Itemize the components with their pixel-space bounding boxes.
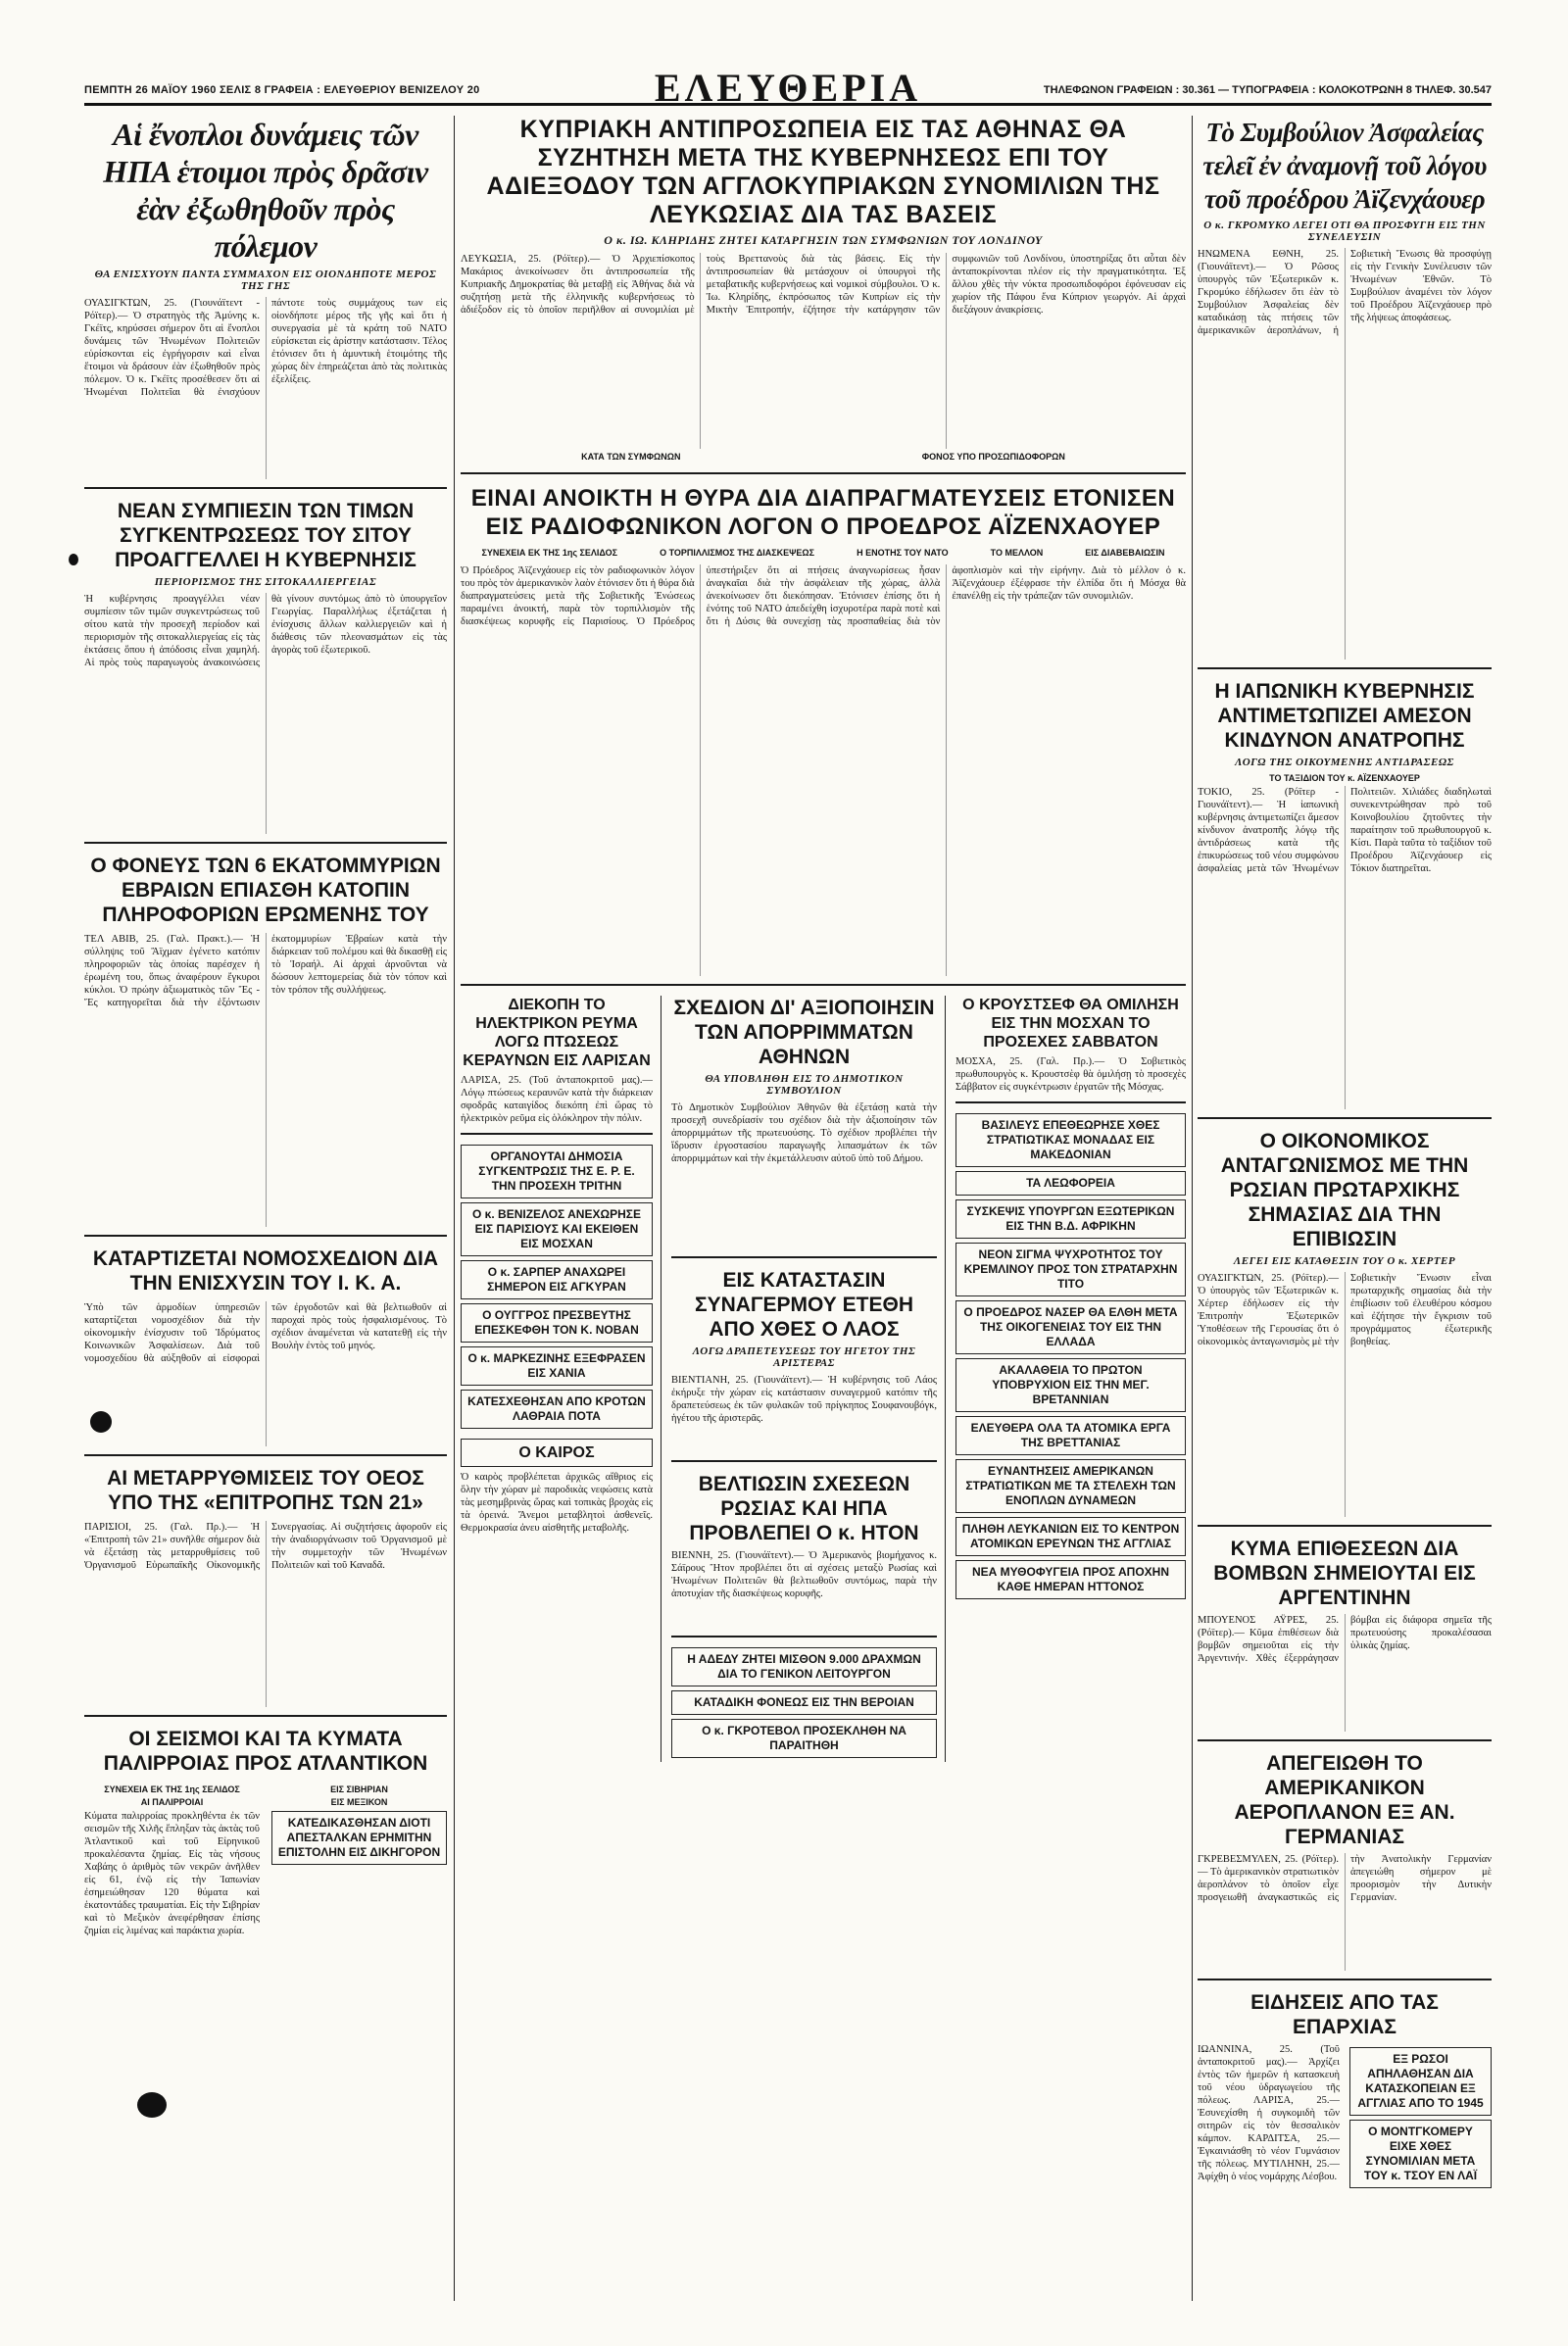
weather-heading: Ο ΚΑΙΡΟΣ	[518, 1444, 595, 1461]
article-eichmann	[84, 854, 447, 1237]
article-japan	[1198, 679, 1492, 1119]
subheadline: ΠΕΡΙΟΡΙΣΜΟΣ ΤΗΣ ΣΙΤΟΚΑΛΛΙΕΡΓΕΙΑΣ	[154, 576, 377, 588]
article-body: ΒΙΕΝΤΙΑΝΗ, 25. (Γιουνάϊτεντ).— Ἡ κυβέρνησις τοῦ Λάος ἐκήρυξε τὴν χώραν εἰς κατάστασιν συναγερμοῦ κατόπιν τῆς δραπετεύσεως ἐκ τῶν φυλακῶν τοῦ πρίγκηπος Σουφανουβόγκ, ἡγέτου τῆς ἀριστερᾶς.	[671, 1375, 937, 1424]
article-body: ΛΑΡΙΣΑ, 25. (Τοῦ ἀνταποκριτοῦ μας).— Λόγῳ πτώσεως κεραυνῶν κατὰ τὴν διάρκειαν σφοδρᾶς καταιγίδος διεκόπη ἐπὶ ὥρας τὸ ἠλεκτρικὸν ρεῦμα εἰς ὁλόκληρον τὴν πόλιν.	[461, 1075, 653, 1124]
brief-heading: ΕΥΝΑΝΤΗΣΕΙΣ ΑΜΕΡΙΚΑΝΩΝ ΣΤΡΑΤΙΩΤΙΚΩΝ ΜΕ ΤΑ ΣΤΕΛΕΧΗ ΤΩΝ ΕΝΟΠΛΩΝ ΔΥΝΑΜΕΩΝ	[965, 1464, 1176, 1507]
newspaper-title: ΕΛΕΥΘΕΡΙΑ	[654, 66, 922, 110]
article-body: ΤΕΛ ΑΒΙΒ, 25. (Γαλ. Πρακτ.).— Ἡ σύλληψις τοῦ Ἄϊχμαν ἐγένετο κατόπιν πληροφοριῶν τὰς ὁποίας παρέσχεν ἡ ἐρωμένη του, ὅπως ἀναφέρουν ἔγκυροι κύκλοι. Ὁ πρώην ἀξιωματικὸς τῶν Ἔς - Ἔς κατηγορεῖται διὰ τὴν ἐξόντωσιν ἑκατομμυρίων Ἑβραίων κατὰ τὴν διάρκειαν τοῦ πολέμου καὶ θὰ δικασθῇ εἰς τὸ Ἰσραήλ. Αἱ ἀρχαὶ ἀρνοῦνται νὰ δώσουν λεπτομερείας διὰ τὸν τόπον καὶ τὸν τρόπον τῆς συλλήψεως.	[84, 934, 447, 1008]
subheadline: Ο κ. ΓΚΡΟΜΥΚΟ ΛΕΓΕΙ ΟΤΙ ΘΑ ΠΡΟΣΦΥΓΗ ΕΙΣ ΤΗΝ ΣΥΝΕΛΕΥΣΙΝ	[1203, 220, 1486, 243]
article-body: ΒΙΕΝΝΗ, 25. (Γιουνάϊτεντ).— Ὁ Ἀμερικανὸς βιομήχανος κ. Σάϊρους Ἤτον προβλέπει ὅτι αἱ σχέσεις μεταξὺ Ρωσίας καὶ Ἡνωμένων Πολιτειῶν θὰ βελτιωθοῦν συντόμως, παρὰ τὴν ἀποτυχίαν τῆς διασκέψεως κορυφῆς.	[671, 1550, 937, 1599]
article-khrushchev	[956, 996, 1186, 1103]
article-argentina	[1198, 1537, 1492, 1741]
brief-heading: ΟΡΓΑΝΟΥΤΑΙ ΔΗΜΟΣΙΑ ΣΥΓΚΕΝΤΡΩΣΙΣ ΤΗΣ Ε. Ρ. Ε. ΤΗΝ ΠΡΟΣΕΧΗ ΤΡΙΤΗΝ	[478, 1149, 635, 1193]
brief-heading: ΚΑΤΑΔΙΚΗ ΦΟΝΕΩΣ ΕΙΣ ΤΗΝ ΒΕΡΟΙΑΝ	[694, 1695, 914, 1709]
headline: Ο ΚΡΟΥΣΤΣΕΦ ΘΑ ΟΜΙΛΗΣΗ ΕΙΣ ΤΗΝ ΜΟΣΧΑΝ ΤΟ ΠΡΟΣΕΧΕΣ ΣΑΒΒΑΤΟΝ	[962, 997, 1179, 1051]
headline: Αἱ ἔνοπλοι δυνάμεις τῶν ΗΠΑ ἑτοιμοι πρὸς δρᾶσιν ἐὰν ἐξωθηθοῦν πρὸς πόλεμον	[103, 117, 428, 264]
article-body: Ὑπὸ τῶν ἁρμοδίων ὑπηρεσιῶν καταρτίζεται νομοσχέδιον διὰ τὴν οἰκονομικὴν ἐνίσχυσιν τοῦ Ἱδρύματος Κοινωνικῶν Ἀσφαλίσεων. Διὰ τοῦ νομοσχεδίου θὰ αὐξηθοῦν αἱ εἰσφοραὶ τῶν ἐργοδοτῶν καὶ θὰ βελτιωθοῦν αἱ παροχαὶ πρὸς τοὺς ἠσφαλισμένους. Τὸ σχέδιον ἀναμένεται νὰ κατατεθῇ εἰς τὴν Βουλὴν ἐντὸς τοῦ μηνός.	[84, 1302, 447, 1364]
kicker: ΤΟ ΜΕΛΛΟΝ	[990, 548, 1044, 558]
article-garbage	[671, 996, 937, 1258]
kicker: Ο ΤΟΡΠΙΛΛΙΣΜΟΣ ΤΗΣ ΔΙΑΣΚΕΨΕΩΣ	[660, 548, 815, 558]
ink-blot	[137, 2092, 167, 2118]
brief-heading: ΝΕΑ ΜΥΘΟΦΥΓΕΙΑ ΠΡΟΣ ΑΠΟΧΗΝ ΚΑΘΕ ΗΜΕΡΑΝ ΗΤΤΟΝΟΣ	[971, 1565, 1170, 1593]
brief-heading: ΕΛΕΥΘΕΡΑ ΟΛΑ ΤΑ ΑΤΟΜΙΚΑ ΕΡΓΑ ΤΗΣ ΒΡΕΤΤΑΝΙΑΣ	[970, 1421, 1171, 1449]
headline: ΕΙΝΑΙ ΑΝΟΙΚΤΗ Η ΘΥΡΑ ΔΙΑ ΔΙΑΠΡΑΓΜΑΤΕΥΣΕΙΣ ΕΤΟΝΙΣΕΝ ΕΙΣ ΡΑΔΙΟΦΩΝΙΚΟΝ ΛΟΓΟΝ Ο ΠΡΟΕΔΡΟΣ ΑΪΖΕΝΧΑΟΥΕΡ	[470, 485, 1176, 540]
article-body: ΟΥΑΣΙΓΚΤΩΝ, 25. (Γιουνάϊτεντ - Ρόϊτερ).— Ὁ στρατηγὸς τῆς Ἀμύνης κ. Γκέϊτς, κηρύσσει σήμερον ὅτι αἱ ἔνοπλοι δυνάμεις τῶν Ἡνωμένων Πολιτειῶν εὑρίσκονται εἰς ἐγρήγορσιν καὶ εἶναι ἕτοιμοι νὰ δράσουν ἐὰν ἐξωθηθοῦν πρὸς πόλεμον. Ὁ κ. Γκέϊτς προσέθεσεν ὅτι αἱ Ἡνωμέναι Πολιτεῖαι θὰ ἐνισχύουν πάντοτε τοὺς συμμάχους των εἰς οἱονδήποτε μέρος τῆς γῆς καὶ ὅτι ἡ συνεργασία μὲ τὰ κράτη τοῦ ΝΑΤΟ εὑρίσκεται εἰς ἀρίστην κατάστασιν. Τέλος ἐτόνισεν ὅτι ἡ ἀμυντικὴ ἑτοιμότης τῆς χώρας δὲν ἐπηρεάζεται ἀπὸ τὰς πολιτικὰς ἐξελίξεις.	[84, 298, 447, 398]
headline: Τὸ Συμβούλιον Ἀσφαλείας τελεῖ ἐν ἀναμονῇ τοῦ λόγου τοῦ προέδρου Ἀϊζενχάουερ	[1202, 118, 1487, 214]
brief-heading: Ο κ. ΣΑΡΠΕΡ ΑΝΑΧΩΡΕΙ ΣΗΜΕΡΟΝ ΕΙΣ ΑΓΚΥΡΑΝ	[487, 1265, 626, 1294]
brief-heading: Ο ΠΡΟΕΔΡΟΣ ΝΑΣΕΡ ΘΑ ΕΛΘΗ ΜΕΤΑ ΤΗΣ ΟΙΚΟΓΕΝΕΙΑΣ ΤΟΥ ΕΙΣ ΤΗΝ ΕΛΛΑΔΑ	[963, 1305, 1178, 1348]
ink-blot	[90, 1411, 112, 1433]
brief-heading: ΕΞ ΡΩΣΟΙ ΑΠΗΛΑΘΗΣΑΝ ΔΙΑ ΚΑΤΑΣΚΟΠΕΙΑΝ ΕΞ ΑΓΓΛΙΑΣ ΑΠΟ ΤΟ 1945	[1357, 2052, 1484, 2110]
article-body: ΟΥΑΣΙΓΚΤΩΝ, 25. (Ρόϊτερ).— Ὁ ὑπουργὸς τῶν Ἐξωτερικῶν κ. Χέρτερ ἐδήλωσεν εἰς τὴν Ἐπιτροπὴν Ἐξωτερικῶν Ὑποθέσεων τῆς Γερουσίας ὅτι ὁ οἰκονομικὸς ἀνταγωνισμὸς μὲ τὴν Σοβιετικὴν Ἕνωσιν εἶναι πρωταρχικῆς σημασίας διὰ τὴν ἐπιβίωσιν τοῦ ἐλευθέρου κόσμου καὶ ἐζήτησε τὴν ἔγκρισιν τοῦ προγράμματος ἐξωτερικῆς βοηθείας.	[1198, 1273, 1492, 1347]
headline: Η ΙΑΠΩΝΙΚΗ ΚΥΒΕΡΝΗΣΙΣ ΑΝΤΙΜΕΤΩΠΙΖΕΙ ΑΜΕΣΟΝ ΚΙΝΔΥΝΟΝ ΑΝΑΤΡΟΠΗΣ	[1214, 680, 1475, 752]
ink-blot	[69, 554, 78, 565]
brief-heading: Ο ΜΟΝΤΓΚΟΜΕΡΥ ΕΙΧΕ ΧΘΕΣ ΣΥΝΟΜΙΛΙΑΝ ΜΕΤΑ ΤΟΥ κ. ΤΣΟΥ ΕΝ ΛΑΪ	[1363, 2125, 1478, 2182]
article-eisenhower	[461, 484, 1186, 986]
column-rule	[454, 116, 455, 2301]
column-right	[1198, 116, 1492, 2301]
article-ika	[84, 1246, 447, 1456]
weather-body: Ὁ καιρὸς προβλέπεται ἀρχικῶς αἴθριος εἰς ὅλην τὴν χώραν μὲ παροδικὰς νεφώσεις κατὰ τὰς μεσημβρινὰς ὥρας καὶ τοπικὰς βροχὰς εἰς τὰ ὀρεινά. Ἄνεμοι μεταβλητοὶ ἀσθενεῖς. Θερμοκρασία ἀνευ αἰσθητῆς μεταβολῆς.	[461, 1472, 653, 1534]
brief-heading: ΒΑΣΙΛΕΥΣ ΕΠΕΘΕΩΡΗΣΕ ΧΘΕΣ ΣΤΡΑΤΙΩΤΙΚΑΣ ΜΟΝΑΔΑΣ ΕΙΣ ΜΑΚΕΔΟΝΙΑΝ	[981, 1118, 1160, 1161]
brief-heading: ΑΚΑΛΑΘΕΙΑ ΤΟ ΠΡΩΤΟΝ ΥΠΟΒΡΥΧΙΟΝ ΕΙΣ ΤΗΝ ΜΕΓ. ΒΡΕΤΑΝΝΙΑΝ	[992, 1363, 1150, 1406]
headline: ΣΧΕΔΙΟΝ ΔΙ' ΑΞΙΟΠΟΙΗΣΙΝ ΤΩΝ ΑΠΟΡΡΙΜΜΑΤΩΝ ΑΘΗΝΩΝ	[673, 997, 935, 1068]
headline: ΕΙΔΗΣΕΙΣ ΑΠΟ ΤΑΣ ΕΠΑΡΧΙΑΣ	[1250, 1991, 1439, 2038]
kicker-box: ΚΑΤΕΔΙΚΑΣΘΗΣΑΝ ΔΙΟΤΙ ΑΠΕΣΤΑΛΚΑΝ ΕΡΗΜΙΤΗΝ ΕΠΙΣΤΟΛΗΝ ΕΙΣ ΔΙΚΗΓΟΡΟΝ	[277, 1816, 441, 1859]
subheadline: ΘΑ ΕΝΙΣΧΥΟΥΝ ΠΑΝΤΑ ΣΥΜΜΑΧΟΝ ΕΙΣ ΟΙΟΝΔΗΠΟΤΕ ΜΕΡΟΣ ΤΗΣ ΓΗΣ	[94, 269, 437, 292]
article-body: ΤΟΚΙΟ, 25. (Ρόϊτερ - Γιουνάϊτεντ).— Ἡ ἰαπωνικὴ κυβέρνησις ἀντιμετωπίζει ἄμεσον κίνδυνον ἀνατροπῆς λόγῳ τῆς ἀντιδράσεως κατὰ τῆς ἐπικυρώσεως τοῦ νέου συμφώνου ἀσφαλείας μετὰ τῶν Ἡνωμένων Πολιτειῶν. Χιλιάδες διαδηλωταὶ συνεκεντρώθησαν πρὸ τοῦ Κοινοβουλίου ζητοῦντες τὴν παραίτησιν τοῦ πρωθυπουργοῦ κ. Κίσι. Παρὰ ταῦτα τὸ ταξίδιον τοῦ Προέδρου Ἀϊζενχάουερ εἰς Τόκιον διατηρεῖται.	[1198, 787, 1492, 874]
brief-heading: Ο ΟΥΓΓΡΟΣ ΠΡΕΣΒΕΥΤΗΣ ΕΠΕΣΚΕΦΘΗ ΤΟΝ Κ. ΝΟΒΑΝ	[474, 1308, 639, 1337]
subheadline: ΛΟΓΩ ΔΡΑΠΕΤΕΥΣΕΩΣ ΤΟΥ ΗΓΕΤΟΥ ΤΗΣ ΑΡΙΣΤΕΡΑΣ	[692, 1345, 916, 1369]
article-wheat-prices	[84, 499, 447, 844]
headline: ΟΙ ΣΕΙΣΜΟΙ ΚΑΙ ΤΑ ΚΥΜΑΤΑ ΠΑΛΙΡΡΟΙΑΣ ΠΡΟΣ ΑΤΛΑΝΤΙΚΟΝ	[103, 1728, 428, 1775]
headline: ΒΕΛΤΙΩΣΙΝ ΣΧΕΣΕΩΝ ΡΩΣΙΑΣ ΚΑΙ ΗΠΑ ΠΡΟΒΛΕΠΕΙ Ο κ. ΗΤΟΝ	[689, 1473, 919, 1544]
masthead-phones: ΤΗΛΕΦΩΝΟΝ ΓΡΑΦΕΙΩΝ : 30.361 — ΤΥΠΟΓΡΑΦΕΙΑ : ΚΟΛΟΚΟΤΡΩΝΗ 8 ΤΗΛΕΦ. 30.547	[1043, 84, 1492, 96]
article-body: Κύματα παλιρροίας προκληθέντα ἐκ τῶν σεισμῶν τῆς Χιλῆς ἔπληξαν τὰς ἀκτὰς τοῦ Ἀτλαντικοῦ καὶ τοῦ Εἰρηνικοῦ προκαλέσαντα ζημίας. Εἰς τὰς νήσους Χαβάης ὁ ἀριθμὸς τῶν νεκρῶν ἀνῆλθεν εἰς 61, ἐνῷ εἰς τὴν Ἰαπωνίαν ἐσημειώθησαν 120 θύματα καὶ ἑκατοντάδες τραυματίαι. Εἰς τὴν Σιβηρίαν καὶ τὸ Μεξικὸν ἀνεφέρθησαν ἐπίσης ζημίαι εἰς λιμένας καὶ παράκτια χωρία.	[84, 1811, 260, 1936]
subheadline: ΛΟΓΩ ΤΗΣ ΟΙΚΟΥΜΕΝΗΣ ΑΝΤΙΔΡΑΣΕΩΣ	[1235, 757, 1454, 768]
article-body: ΗΝΩΜΕΝΑ ΕΘΝΗ, 25. (Γιουνάϊτεντ).— Ὁ Ρῶσος ὑπουργὸς τῶν Ἐξωτερικῶν κ. Γκρομύκο ἐδήλωσεν ὅτι ἐὰν τὸ Συμβούλιον Ἀσφαλείας δὲν καταδικάσῃ τὰς πτήσεις τῶν ἀμερικανικῶν ἀεροπλάνων, ἡ Σοβιετικὴ Ἕνωσις θὰ προσφύγῃ εἰς τὴν Γενικὴν Συνέλευσιν τῶν Ἡνωμένων Ἐθνῶν. Τὸ Συμβούλιον ἀναμένει τὸν λόγον τοῦ Προέδρου Ἀϊζενχάουερ πρὸ τῆς λήψεως ἀποφάσεως.	[1198, 249, 1492, 336]
kicker: ΦΟΝΟΣ ΥΠΟ ΠΡΟΣΩΠΙΔΟΦΟΡΩΝ	[921, 452, 1065, 462]
article-body: ΓΚΡΕΒΕΣΜΥΛΕΝ, 25. (Ρόϊτερ).— Τὸ ἀμερικανικὸν στρατιωτικὸν ἀεροπλάνον τὸ ὁποῖον εἶχε προσγειωθῆ ἀναγκαστικῶς εἰς τὴν Ἀνατολικὴν Γερμανίαν ἀπεγειώθη σήμερον μὲ προορισμὸν τὴν Δυτικὴν Γερμανίαν.	[1198, 1854, 1492, 1903]
kicker: ΕΙΣ ΔΙΑΒΕΒΑΙΩΣΙΝ	[1085, 548, 1165, 558]
headline: ΔΙΕΚΟΠΗ ΤΟ ΗΛΕΚΤΡΙΚΟΝ ΡΕΥΜΑ ΛΟΓΩ ΠΤΩΣΕΩΣ ΚΕΡΑΥΝΩΝ ΕΙΣ ΛΑΡΙΣΑΝ	[463, 997, 651, 1069]
column-left	[84, 116, 447, 2301]
brief-heading: ΤΑ ΛΕΩΦΟΡΕΙΑ	[1026, 1176, 1115, 1190]
kicker: ΣΥΝΕΧΕΙΑ ΕΚ ΤΗΣ 1ης ΣΕΛΙΔΟΣ	[481, 548, 618, 558]
headline: ΑΠΕΓΕΙΩΘΗ ΤΟ ΑΜΕΡΙΚΑΝΙΚΟΝ ΑΕΡΟΠΛΑΝΟΝ ΕΞ ΑΝ. ΓΕΡΜΑΝΙΑΣ	[1234, 1752, 1455, 1848]
article-body: ΙΩΑΝΝΙΝΑ, 25. (Τοῦ ἀνταποκριτοῦ μας).— Ἀρχίζει ἐντὸς τῶν ἡμερῶν ἡ κατασκευὴ τοῦ νέου ὑδραγωγείου τῆς πόλεως. ΛΑΡΙΣΑ, 25.— Ἐσυνεχίσθη ἡ συγκομιδὴ τῶν σιτηρῶν εἰς τὸν θεσσαλικὸν κάμπον. ΚΑΡΔΙΤΣΑ, 25.— Ἐγκαινιάσθη τὸ νέον Γυμνάσιον τῆς πόλεως. ΜΥΤΙΛΗΝΗ, 25.— Ἀφίχθη ὁ νέος νομάρχης Λέσβου.	[1198, 2044, 1340, 2182]
article-lightning	[461, 996, 653, 1135]
article-body: Τὸ Δημοτικὸν Συμβούλιον Ἀθηνῶν θὰ ἐξετάσῃ κατὰ τὴν προσεχῆ συνεδρίασίν του σχέδιον διὰ τὴν ἀξιοποίησιν τῶν ἀπορριμμάτων τῆς πρωτευούσης. Τὸ σχέδιον προβλέπει τὴν ἵδρυσιν ἐργοστασίου παραγωγῆς λιπασμάτων ἐκ τῶν ἀπορριμμάτων καὶ τὴν ἐκμετάλλευσιν αὐτοῦ ὑπὸ τοῦ Δήμου.	[671, 1102, 937, 1164]
headline: Ο ΟΙΚΟΝΟΜΙΚΟΣ ΑΝΤΑΓΩΝΙΣΜΟΣ ΜΕ ΤΗΝ ΡΩΣΙΑΝ ΠΡΩΤΑΡΧΙΚΗΣ ΣΗΜΑΣΙΑΣ ΔΙΑ ΤΗΝ ΕΠΙΒΙΩΣΙΝ	[1220, 1130, 1469, 1250]
briefs-column	[461, 996, 662, 1762]
article-us-plane	[1198, 1751, 1492, 1980]
article-body: Ὁ Πρόεδρος Ἀϊζενχάουερ εἰς τὸν ραδιοφωνικὸν λόγον του πρὸς τὸν ἀμερικανικὸν λαὸν ἐτόνισεν ὅτι ἡ θύρα διὰ διαπραγματεύσεις μετὰ τῆς Σοβιετικῆς Ἑνώσεως παραμένει ἀνοικτή, παρὰ τὸν τορπιλλισμὸν τῆς διασκέψεως κορυφῆς εἰς Παρισίους. Ὁ Πρόεδρος ὑπεστήριξεν ὅτι αἱ πτήσεις ἀναγνωρίσεως ἦσαν ἀναγκαῖαι διὰ τὴν ἀσφάλειαν τῆς χώρας, ἀλλὰ ἀνεκοίνωσεν ὅτι διεκόπησαν. Ἐτόνισεν ἐπίσης ὅτι ἡ ἑνότης τοῦ ΝΑΤΟ ἀπεδείχθη ἰσχυροτέρα παρὰ ποτὲ καὶ ὅτι ἡ Δύσις θὰ συνεχίσῃ τὰς προσπαθείας διὰ τὸν ἀφοπλισμὸν καὶ τὴν εἰρήνην. Διὰ τὸ μέλλον ὁ κ. Ἀϊζενχάουερ ἐξέφρασε τὴν ἐλπίδα ὅτι ἡ Μόσχα θὰ ἐπανέλθῃ εἰς τὴν τράπεζαν τῶν συνομιλιῶν.	[461, 565, 1186, 627]
kicker: ΑΙ ΠΑΛΙΡΡΟΙΑΙ	[140, 1797, 204, 1807]
article-cyprus	[461, 116, 1186, 474]
brief-heading: ΝΕΟΝ ΣΙΓΜΑ ΨΥΧΡΟΤΗΤΟΣ ΤΟΥ ΚΡΕΜΛΙΝΟΥ ΠΡΟΣ ΤΟΝ ΣΤΡΑΤΑΡΧΗΝ ΤΙΤΟ	[963, 1247, 1178, 1291]
kicker: Η ΕΝΟΤΗΣ ΤΟΥ ΝΑΤΟ	[857, 548, 949, 558]
kicker: ΕΙΣ ΣΙΒΗΡΙΑΝ	[330, 1784, 388, 1794]
headline: ΚΥΠΡΙΑΚΗ ΑΝΤΙΠΡΟΣΩΠΕΙΑ ΕΙΣ ΤΑΣ ΑΘΗΝΑΣ ΘΑ ΣΥΖΗΤΗΣΗ ΜΕΤΑ ΤΗΣ ΚΥΒΕΡΝΗΣΕΩΣ ΕΠΙ ΤΟΥ ΑΔΙΕΞΟΔΟΥ ΤΩΝ ΑΓΓΛΟΚΥΠΡΙΑΚΩΝ ΣΥΝΟΜΙΛΙΩΝ ΤΗΣ ΛΕΥΚΩΣΙΑΣ ΔΙΑ ΤΑΣ ΒΑΣΕΙΣ	[486, 116, 1160, 228]
article-body: ΜΠΟΥΕΝΟΣ ΑΫΡΕΣ, 25. (Ρόϊτερ).— Κῦμα ἐπιθέσεων διὰ βομβῶν σημειοῦται εἰς τὴν Ἀργεντινήν. Χθὲς ἐξερράγησαν βόμβαι εἰς διάφορα σημεῖα τῆς πρωτευούσης προκαλέσασαι ὑλικὰς ζημίας.	[1198, 1615, 1492, 1664]
article-oeec	[84, 1466, 447, 1717]
center-lower	[461, 996, 1186, 1762]
headline: Ο ΦΟΝΕΥΣ ΤΩΝ 6 ΕΚΑΤΟΜΜΥΡΙΩΝ ΕΒΡΑΙΩΝ ΕΠΙΑΣΘΗ ΚΑΤΟΠΙΝ ΠΛΗΡΟΦΟΡΙΩΝ ΕΡΩΜΕΝΗΣ ΤΟΥ	[90, 855, 441, 926]
article-provinces	[1198, 1990, 1492, 2301]
article-us-forces	[84, 116, 447, 489]
headline: ΝΕΑΝ ΣΥΜΠΙΕΣΙΝ ΤΩΝ ΤΙΜΩΝ ΣΥΓΚΕΝΤΡΩΣΕΩΣ ΤΟΥ ΣΙΤΟΥ ΠΡΟΑΓΓΕΛΛΕΙ Η ΚΥΒΕΡΝΗΣΙΣ	[115, 500, 416, 571]
article-security-council	[1198, 116, 1492, 669]
brief-heading: ΚΑΤΕΣΧΕΘΗΣΑΝ ΑΠΟ ΚΡΟΤΩΝ ΛΑΘΡΑΙΑ ΠΟΤΑ	[467, 1394, 646, 1423]
right-inner-column	[956, 996, 1186, 1762]
headline: ΚΥΜΑ ΕΠΙΘΕΣΕΩΝ ΔΙΑ ΒΟΜΒΩΝ ΣΗΜΕΙΟΥΤΑΙ ΕΙΣ ΑΡΓΕΝΤΙΝΗΝ	[1213, 1538, 1476, 1609]
kicker: ΣΥΝΕΧΕΙΑ ΕΚ ΤΗΣ 1ης ΣΕΛΙΔΟΣ	[104, 1784, 240, 1794]
column-center	[461, 116, 1186, 2301]
subheadline: Ο κ. ΙΩ. ΚΛΗΡΙΔΗΣ ΖΗΤΕΙ ΚΑΤΑΡΓΗΣΙΝ ΤΩΝ ΣΥΜΦΩΝΙΩΝ ΤΟΥ ΛΟΝΔΙΝΟΥ	[604, 233, 1043, 247]
article-laos	[671, 1268, 937, 1462]
article-body: ΜΟΣΧΑ, 25. (Γαλ. Πρ.).— Ὁ Σοβιετικὸς πρωθυπουργὸς κ. Κρουστσὲφ θὰ ὁμιλήσῃ τὸ προσεχὲς Σάββατον εἰς συγκέντρωσιν ἐργατῶν τῆς Μόσχας.	[956, 1056, 1186, 1093]
middle-column	[671, 996, 946, 1762]
article-eaton	[671, 1472, 937, 1637]
headline: ΚΑΤΑΡΤΙΖΕΤΑΙ ΝΟΜΟΣΧΕΔΙΟΝ ΔΙΑ ΤΗΝ ΕΝΙΣΧΥΣΙΝ ΤΟΥ Ι. Κ. Α.	[92, 1247, 439, 1295]
kicker: ΚΑΤΑ ΤΩΝ ΣΥΜΦΩΝΩΝ	[581, 452, 681, 462]
kicker: ΕΙΣ ΜΕΞΙΚΟΝ	[330, 1797, 388, 1807]
article-earthquakes	[84, 1727, 447, 2014]
headline: ΑΙ ΜΕΤΑΡΡΥΘΜΙΣΕΙΣ ΤΟΥ ΟΕΟΣ ΥΠΟ ΤΗΣ «ΕΠΙΤΡΟΠΗΣ ΤΩΝ 21»	[107, 1467, 424, 1514]
brief-heading: Ο κ. ΜΑΡΚΕΖΙΝΗΣ ΕΞΕΦΡΑΣΕΝ ΕΙΣ ΧΑΝΙΑ	[467, 1351, 646, 1380]
subheadline: ΘΑ ΥΠΟΒΛΗΘΗ ΕΙΣ ΤΟ ΔΗΜΟΤΙΚΟΝ ΣΥΜΒΟΥΛΙΟΝ	[705, 1073, 904, 1097]
article-body: ΛΕΥΚΩΣΙΑ, 25. (Ρόϊτερ).— Ὁ Ἀρχιεπίσκοπος Μακάριος ἀνεκοίνωσεν ὅτι ἀντιπροσωπεία τῆς Κυπριακῆς Δημοκρατίας θὰ μεταβῇ εἰς Ἀθήνας διὰ νὰ συζητήσῃ μετὰ τῆς ἑλληνικῆς κυβερνήσεως τὸ ἀδιέξοδον εἰς τὸ ὁποῖον περιῆλθον αἱ συνομιλίαι μὲ τοὺς Βρεττανοὺς διὰ τὰς βάσεις. Εἰς τὴν ἀντιπροσωπείαν θὰ μετάσχουν οἱ ὑπουργοὶ τῆς μεταβατικῆς κυβερνήσεως καὶ νομικοὶ σύμβουλοι. Ὁ κ. Ἰω. Κληρίδης, ἐκπρόσωπος τῶν Κυπρίων εἰς τὴν Μικτὴν Ἐπιτροπήν, ἐζήτησε τὴν κατάργησιν τῶν συμφωνιῶν τοῦ Λονδίνου, ὑποστηρίξας ὅτι αὗται δὲν ἀνταποκρίνονται πλέον εἰς τὴν πραγματικότητα. Ἐξ ἄλλου χθὲς τὴν νύκτα προσωπιδοφόροι ἐφόνευσαν εἰς χωρίον τῆς Πάφου ἕνα Κύπριον γεωργόν. Αἱ ἀρχαὶ διεξάγουν ἀνακρίσεις.	[461, 254, 1186, 316]
column-rule	[1192, 116, 1193, 2301]
masthead-date-address: ΠΕΜΠΤΗ 26 ΜΑΪΟΥ 1960 ΣΕΛΙΣ 8 ΓΡΑΦΕΙΑ : ΕΛΕΥΘΕΡΙΟΥ ΒΕΝΙΖΕΛΟΥ 20	[84, 84, 480, 96]
kicker: ΤΟ ΤΑΞΙΔΙΟΝ ΤΟΥ κ. ΑΪΖΕΝΧΑΟΥΕΡ	[1269, 773, 1420, 783]
masthead	[84, 65, 1492, 110]
article-body: ΠΑΡΙΣΙΟΙ, 25. (Γαλ. Πρ.).— Ἡ «Ἐπιτροπὴ τῶν 21» συνῆλθε σήμερον διὰ νὰ ἐξετάσῃ τὰς μεταρρυθμίσεις τοῦ Ὀργανισμοῦ Εὐρωπαϊκῆς Οἰκονομικῆς Συνεργασίας. Αἱ συζητήσεις ἀφοροῦν εἰς τὴν ἀναδιοργάνωσιν τοῦ Ὀργανισμοῦ μὲ τὴν συμμετοχὴν τῶν Ἡνωμένων Πολιτειῶν καὶ τοῦ Καναδᾶ.	[84, 1522, 447, 1571]
brief-heading: Ο κ. ΓΚΡΟΤΕΒΟΛ ΠΡΟΣΕΚΛΗΘΗ ΝΑ ΠΑΡΑΙΤΗΘΗ	[702, 1724, 906, 1752]
article-herter	[1198, 1129, 1492, 1527]
article-body: Ἡ κυβέρνησις προαγγέλλει νέαν συμπίεσιν τῶν τιμῶν συγκεντρώσεως τοῦ σίτου κατὰ τὴν προσεχῆ περίοδον καὶ περιορισμὸν τῆς σιτοκαλλιεργείας εἰς τὰς ἐκτάσεις ὅπου ἡ ἀπόδοσις εἶναι χαμηλή. Αἱ πρὸς τοὺς παραγωγοὺς ἀνακοινώσεις θὰ γίνουν συντόμως ἀπὸ τὸ ὑπουργεῖον Γεωργίας. Παραλλήλως ἐξετάζεται ἡ ἐνίσχυσις ἄλλων καλλιεργειῶν καὶ ἡ διάθεσις τῶν πλεονασμάτων εἰς τὰς ἀγορὰς τοῦ ἐξωτερικοῦ.	[84, 594, 447, 668]
headline: ΕΙΣ ΚΑΤΑΣΤΑΣΙΝ ΣΥΝΑΓΕΡΜΟΥ ΕΤΕΘΗ ΑΠΟ ΧΘΕΣ Ο ΛΑΟΣ	[694, 1269, 913, 1341]
brief-heading: Ο κ. ΒΕΝΙΖΕΛΟΣ ΑΝΕΧΩΡΗΣΕ ΕΙΣ ΠΑΡΙΣΙΟΥΣ ΚΑΙ ΕΚΕΙΘΕΝ ΕΙΣ ΜΟΣΧΑΝ	[472, 1207, 641, 1250]
brief-heading: Η ΑΔΕΔΥ ΖΗΤΕΙ ΜΙΣΘΟΝ 9.000 ΔΡΑΧΜΩΝ ΔΙΑ ΤΟ ΓΕΝΙΚΟΝ ΛΕΙΤΟΥΡΓΟΝ	[687, 1652, 921, 1681]
brief-heading: ΠΛΗΘΗ ΛΕΥΚΑΝΙΩΝ ΕΙΣ ΤΟ ΚΕΝΤΡΟΝ ΑΤΟΜΙΚΩΝ ΕΡΕΥΝΩΝ ΤΗΣ ΑΓΓΛΙΑΣ	[961, 1522, 1180, 1550]
subheadline: ΛΕΓΕΙ ΕΙΣ ΚΑΤΑΘΕΣΙΝ ΤΟΥ Ο κ. ΧΕΡΤΕΡ	[1233, 1255, 1456, 1267]
brief-heading: ΣΥΣΚΕΨΙΣ ΥΠΟΥΡΓΩΝ ΕΞΩΤΕΡΙΚΩΝ ΕΙΣ ΤΗΝ Β.Δ. ΑΦΡΙΚΗΝ	[966, 1204, 1175, 1233]
